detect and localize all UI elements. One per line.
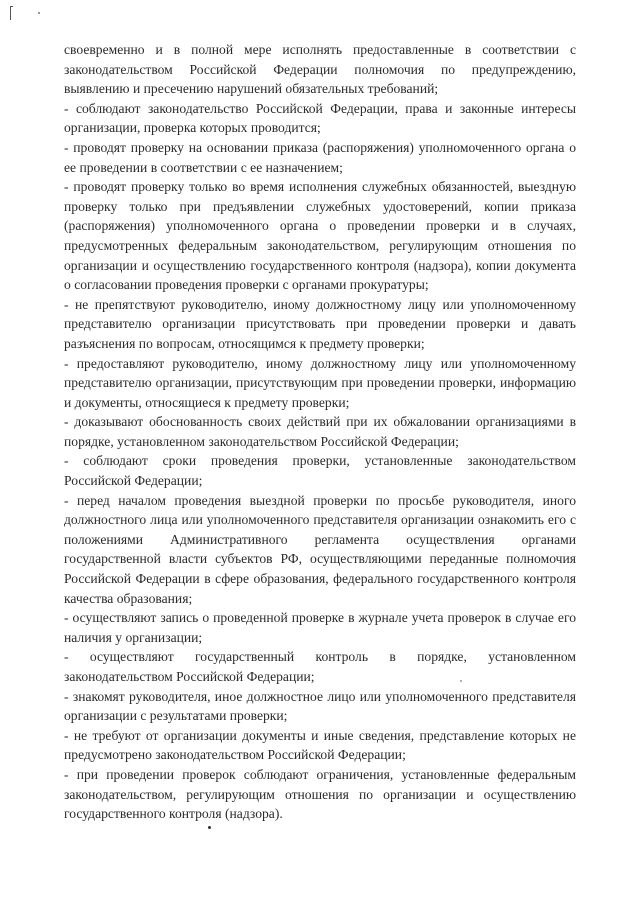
list-item-results: - знакомят руководителя, иное должностное лицо или уполномоченного представителя организации с результатами проверки; — [64, 688, 576, 724]
scan-speck — [38, 12, 40, 14]
list-item-state-control: - осуществляют государственный контроль в порядке, установленном законодательством Российской Федерации; — [64, 649, 576, 684]
list-item-no-extra-documents: - не требуют от организации документы и иные сведения, представление которых не предусмотрено законодательством Российской Федерации; — [64, 727, 576, 763]
list-item-familiarize-regulation: - перед началом проведения выездной проверки по просьбе руководителя, иного должностного лица или уполномоченного представителя организации ознакомить его с положениями Административного регламента осуществления органами государственной власти субъектов РФ, осуществляющими переданные полномочия Российской Федерации в сфере образования, федерального государственного контроля качества образования; — [64, 492, 576, 606]
list-item-restrictions: - при проведении проверок соблюдают ограничения, установленные федеральным законодательством, регулирующим отношения по организации и осуществлению государственного контроля (надзора). — [64, 766, 576, 822]
list-item-journal-record: - осуществляют запись о проведенной проверке в журнале учета проверок в случае его наличия у организации; — [64, 610, 576, 645]
list-item-justify-actions: - доказывают обоснованность своих действий при их обжаловании организациями в порядке, установленном законодательством Российской Федерации; — [64, 414, 576, 449]
paragraph-intro: своевременно и в полной мере исполнять предоставленные в соответствии с законодательством Российской Федерации полномочия по предупреждению, выявлению и пресечению нарушений обязательных требований; — [64, 42, 576, 97]
list-item-provide-info: - предоставляют руководителю, иному должностному лицу или уполномоченному представителю организации, присутствующим при проведении проверки, информацию и документы, относящиеся к предмету проверки; — [64, 355, 576, 410]
list-item-deadlines: - соблюдают сроки проведения проверки, установленные законодательством Российской Федерации; — [64, 453, 576, 489]
list-item-duty-time: - проводят проверку только во время исполнения служебных обязанностей, выездную проверку только при предъявлении служебных удостоверений, копии приказа (распоряжения) уполномоченного органа о проведении проверки и в случаях, предусмотренных федеральным законодательством, регулирующим отношения по организации и осуществлению государственного контроля (надзора), копии документа о согласовании проведения проверки с органами прокуратуры; — [64, 179, 576, 293]
list-item-no-obstruction: - не препятствуют руководителю, иному должностному лицу или уполномоченному представителю организации присутствовать при проведении проверки и давать разъяснения по вопросам, относящимся к предмету проверки; — [64, 296, 576, 351]
list-item-order-basis: - проводят проверку на основании приказа (распоряжения) уполномоченного органа о ее проведении в соответствии с ее назначением; — [64, 139, 576, 175]
scan-speck — [208, 826, 211, 829]
document-body — [64, 40, 576, 824]
scan-corner-mark — [10, 6, 13, 20]
list-item-observe-law: - соблюдают законодательство Российской Федерации, права и законные интересы организации, проверка которых проводится; — [64, 100, 576, 136]
